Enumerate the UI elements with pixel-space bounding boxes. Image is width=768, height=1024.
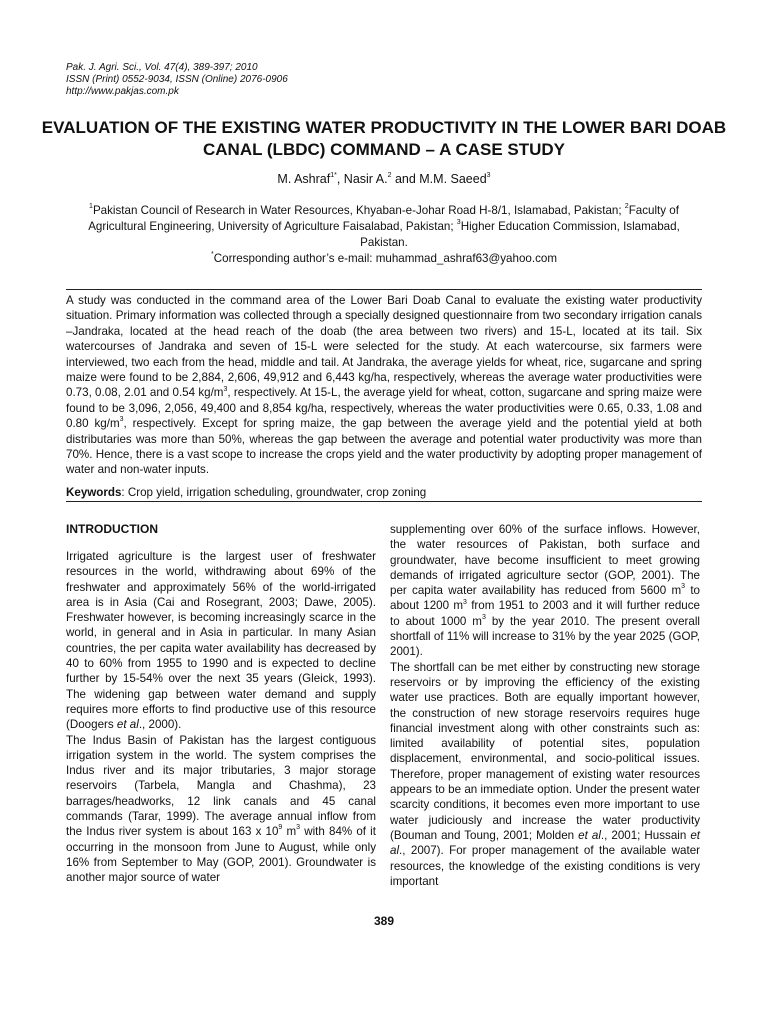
paragraph-text: ., 2007). For proper management of the available water resources, the knowledge of the existing conditions is very important: [390, 844, 700, 888]
author-name: M. Ashraf: [277, 172, 331, 186]
paragraph-italic: et al: [116, 718, 139, 732]
journal-citation: Pak. J. Agri. Sci., Vol. 47(4), 389-397; 2010: [66, 62, 258, 73]
abstract: [66, 293, 702, 478]
paragraph-text: supplementing over 60% of the surface inflows. However, the water resources of Pakistan, both surface and groundwater, have become insufficient to meet growing demands of irrigated agriculture sector (GOP, 2001). The per capita water availability has reduced from 5600 m: [390, 523, 700, 598]
abstract-text: A study was conducted in the command area of the Lower Bari Doab Canal to evaluate the existing water productivity situation. Primary information was collected through a specially designed questionnaire from two secondary irrigation canals –Jandraka, located at the head reach of the doab (the area between two rivers) and 15-L, located at its tail. Six watercourses of Jandraka and seven of 15-L were selected for the study. At each watercourse, six farmers were interviewed, two each from the head, middle and tail. At Jandraka, the average yields for wheat, rice, sugarcane and spring maize were found to be 2,884, 2,606, 49,912 and 6,443 kg/ha, respectively, whereas the average water productivities were 0.73, 0.08, 2.01 and 0.54 kg/m: [66, 294, 702, 400]
paragraph-text: with 84% of it occurring in the monsoon from June to August, while only 16% from September to May (GOP, 2001). Groundwater is another major source of water: [66, 825, 376, 885]
paragraph-text: ., 2001; Hussain: [600, 828, 691, 842]
page-number: 389: [373, 914, 395, 928]
paragraph-superscript: 3: [463, 598, 467, 606]
paragraph: [66, 549, 376, 733]
keywords: [66, 485, 702, 500]
paragraph: [66, 733, 376, 886]
paragraph-superscript: 3: [681, 583, 686, 591]
paragraph-italic: et al: [578, 828, 601, 842]
paragraph-text: by the year 2010. The present overall shortfall of 11% will increase to 31% by the year 2025 (GOP, 2001).: [390, 614, 700, 659]
paragraph-text: The Indus Basin of Pakistan has the largest contiguous irrigation system in the world. The system comprises the Indus river and its major tributaries, 3 major storage reservoirs (Tarbela, Mangla and Chashma), 23 barrages/headworks, 12 link canals and 45 canal commands (Tarar, 1999). The average annual inflow from the Indus river system is about 163 x 10: [66, 733, 376, 839]
abstract-superscript: 3: [119, 416, 124, 424]
affiliations: [80, 203, 688, 267]
abstract-text: , respectively. At 15-L, the average yield for wheat, cotton, sugarcane and spring maize were found to be 3,096, 2,056, 49,400 and 8,854 kg/ha, respectively, whereas the water productivities were 0.65, 0.33, 1.08 and 0.80 kg/m: [66, 386, 702, 431]
author-superscript: 1*: [330, 171, 337, 179]
paragraph: [390, 522, 700, 660]
right-column: [390, 522, 700, 889]
author-list: [0, 172, 768, 186]
affiliation-marker: 1: [89, 203, 93, 211]
left-column: [66, 522, 376, 886]
affiliation-text: Pakistan Council of Research in Water Resources, Khyaban-e-Johar Road H-8/1, Islamabad, Pakistan;: [92, 204, 625, 217]
journal-header: [66, 62, 288, 98]
paragraph: [390, 660, 700, 889]
abstract-superscript: 3: [223, 385, 228, 393]
paragraph-superscript: 3: [481, 613, 486, 621]
keywords-label: Keywords: [66, 486, 122, 499]
paragraph-text: to about 1200 m: [390, 584, 700, 613]
affiliation-marker: 2: [624, 203, 629, 211]
author-superscript: 3: [486, 171, 491, 179]
section-heading: INTRODUCTION: [66, 522, 158, 536]
abstract-top-rule: [66, 289, 702, 290]
paper-title: EVALUATION OF THE EXISTING WATER PRODUCTIVITY IN THE LOWER BARI DOAB CANAL (LBDC) COMMAND – A CASE STUDY: [41, 118, 727, 159]
paragraph-text: from 1951 to 2003 and it will further reduce to about 1000 m: [390, 599, 700, 628]
abstract-text: , respectively. Except for spring maize, the gap between the average yield and the potential yield at both distributaries was more than 50%, whereas the gap between the average and potential water productivity was more than 70%. Hence, there is a vast scope to increase the crops yield and the water productivity by adopting proper management of water and non-water inputs.: [66, 417, 702, 477]
journal-issn: ISSN (Print) 0552-9034, ISSN (Online) 2076-0906: [66, 74, 288, 85]
paragraph-text: m: [282, 825, 297, 839]
paragraph-italic: et al: [390, 828, 700, 858]
affiliation-text: Faculty of Agricultural Engineering, University of Agriculture Faisalabad, Pakistan;: [88, 204, 679, 233]
paragraph-text: The shortfall can be met either by constructing new storage reservoirs or by improving the efficiency of the existing water use practices. Both are equally important however, the construction of new storage reservoirs requires huge financial investment along with other constraints such as: limited availability of potential sites, population displacement, environmental, and socio-political issues. Therefore, proper management of existing water resources appears to be an immediate option. Under the present water scarcity conditions, it becomes even more important to use water judiciously and increase the water productivity (Bouman and Toung, 2001; Molden: [390, 660, 700, 842]
affiliation-marker: 3: [456, 219, 461, 227]
affiliation-text: Higher Education Commission, Islamabad, Pakistan.: [360, 220, 680, 249]
paragraph-superscript: 9: [278, 824, 283, 832]
corresponding-email: Corresponding author’s e-mail: muhammad_ashraf63@yahoo.com: [213, 252, 557, 265]
keywords-text: : Crop yield, irrigation scheduling, groundwater, crop zoning: [121, 486, 427, 499]
paragraph-text: Irrigated agriculture is the largest user of freshwater resources in the world, withdrawing about 69% of the freshwater and approximately 56% of the world-irrigated area is in Asia (Cai and Rosegrant, 2003; Dawe, 2005). Freshwater however, is becoming increasingly scarce in the world, in general and in Asia in particular. In many Asian countries, the per capita water availability has decreased by 40 to 60% from 1955 to 1990 and is expected to decline further by 15-54% over the next 35 years (Gleick, 1993). The widening gap between water demand and supply requires more efforts to find productive use of this resource (Doogers: [66, 550, 376, 732]
corresponding-marker: *: [211, 251, 214, 259]
paragraph-text: ., 2000).: [138, 718, 182, 732]
author-name: and M.M. Saeed: [391, 172, 487, 186]
author-superscript: 2: [387, 171, 392, 179]
author-name: , Nasir A.: [336, 172, 388, 186]
abstract-bottom-rule: [66, 501, 702, 502]
journal-url[interactable]: http://www.pakjas.com.pk: [66, 86, 179, 97]
paragraph-superscript: 3: [296, 824, 301, 832]
